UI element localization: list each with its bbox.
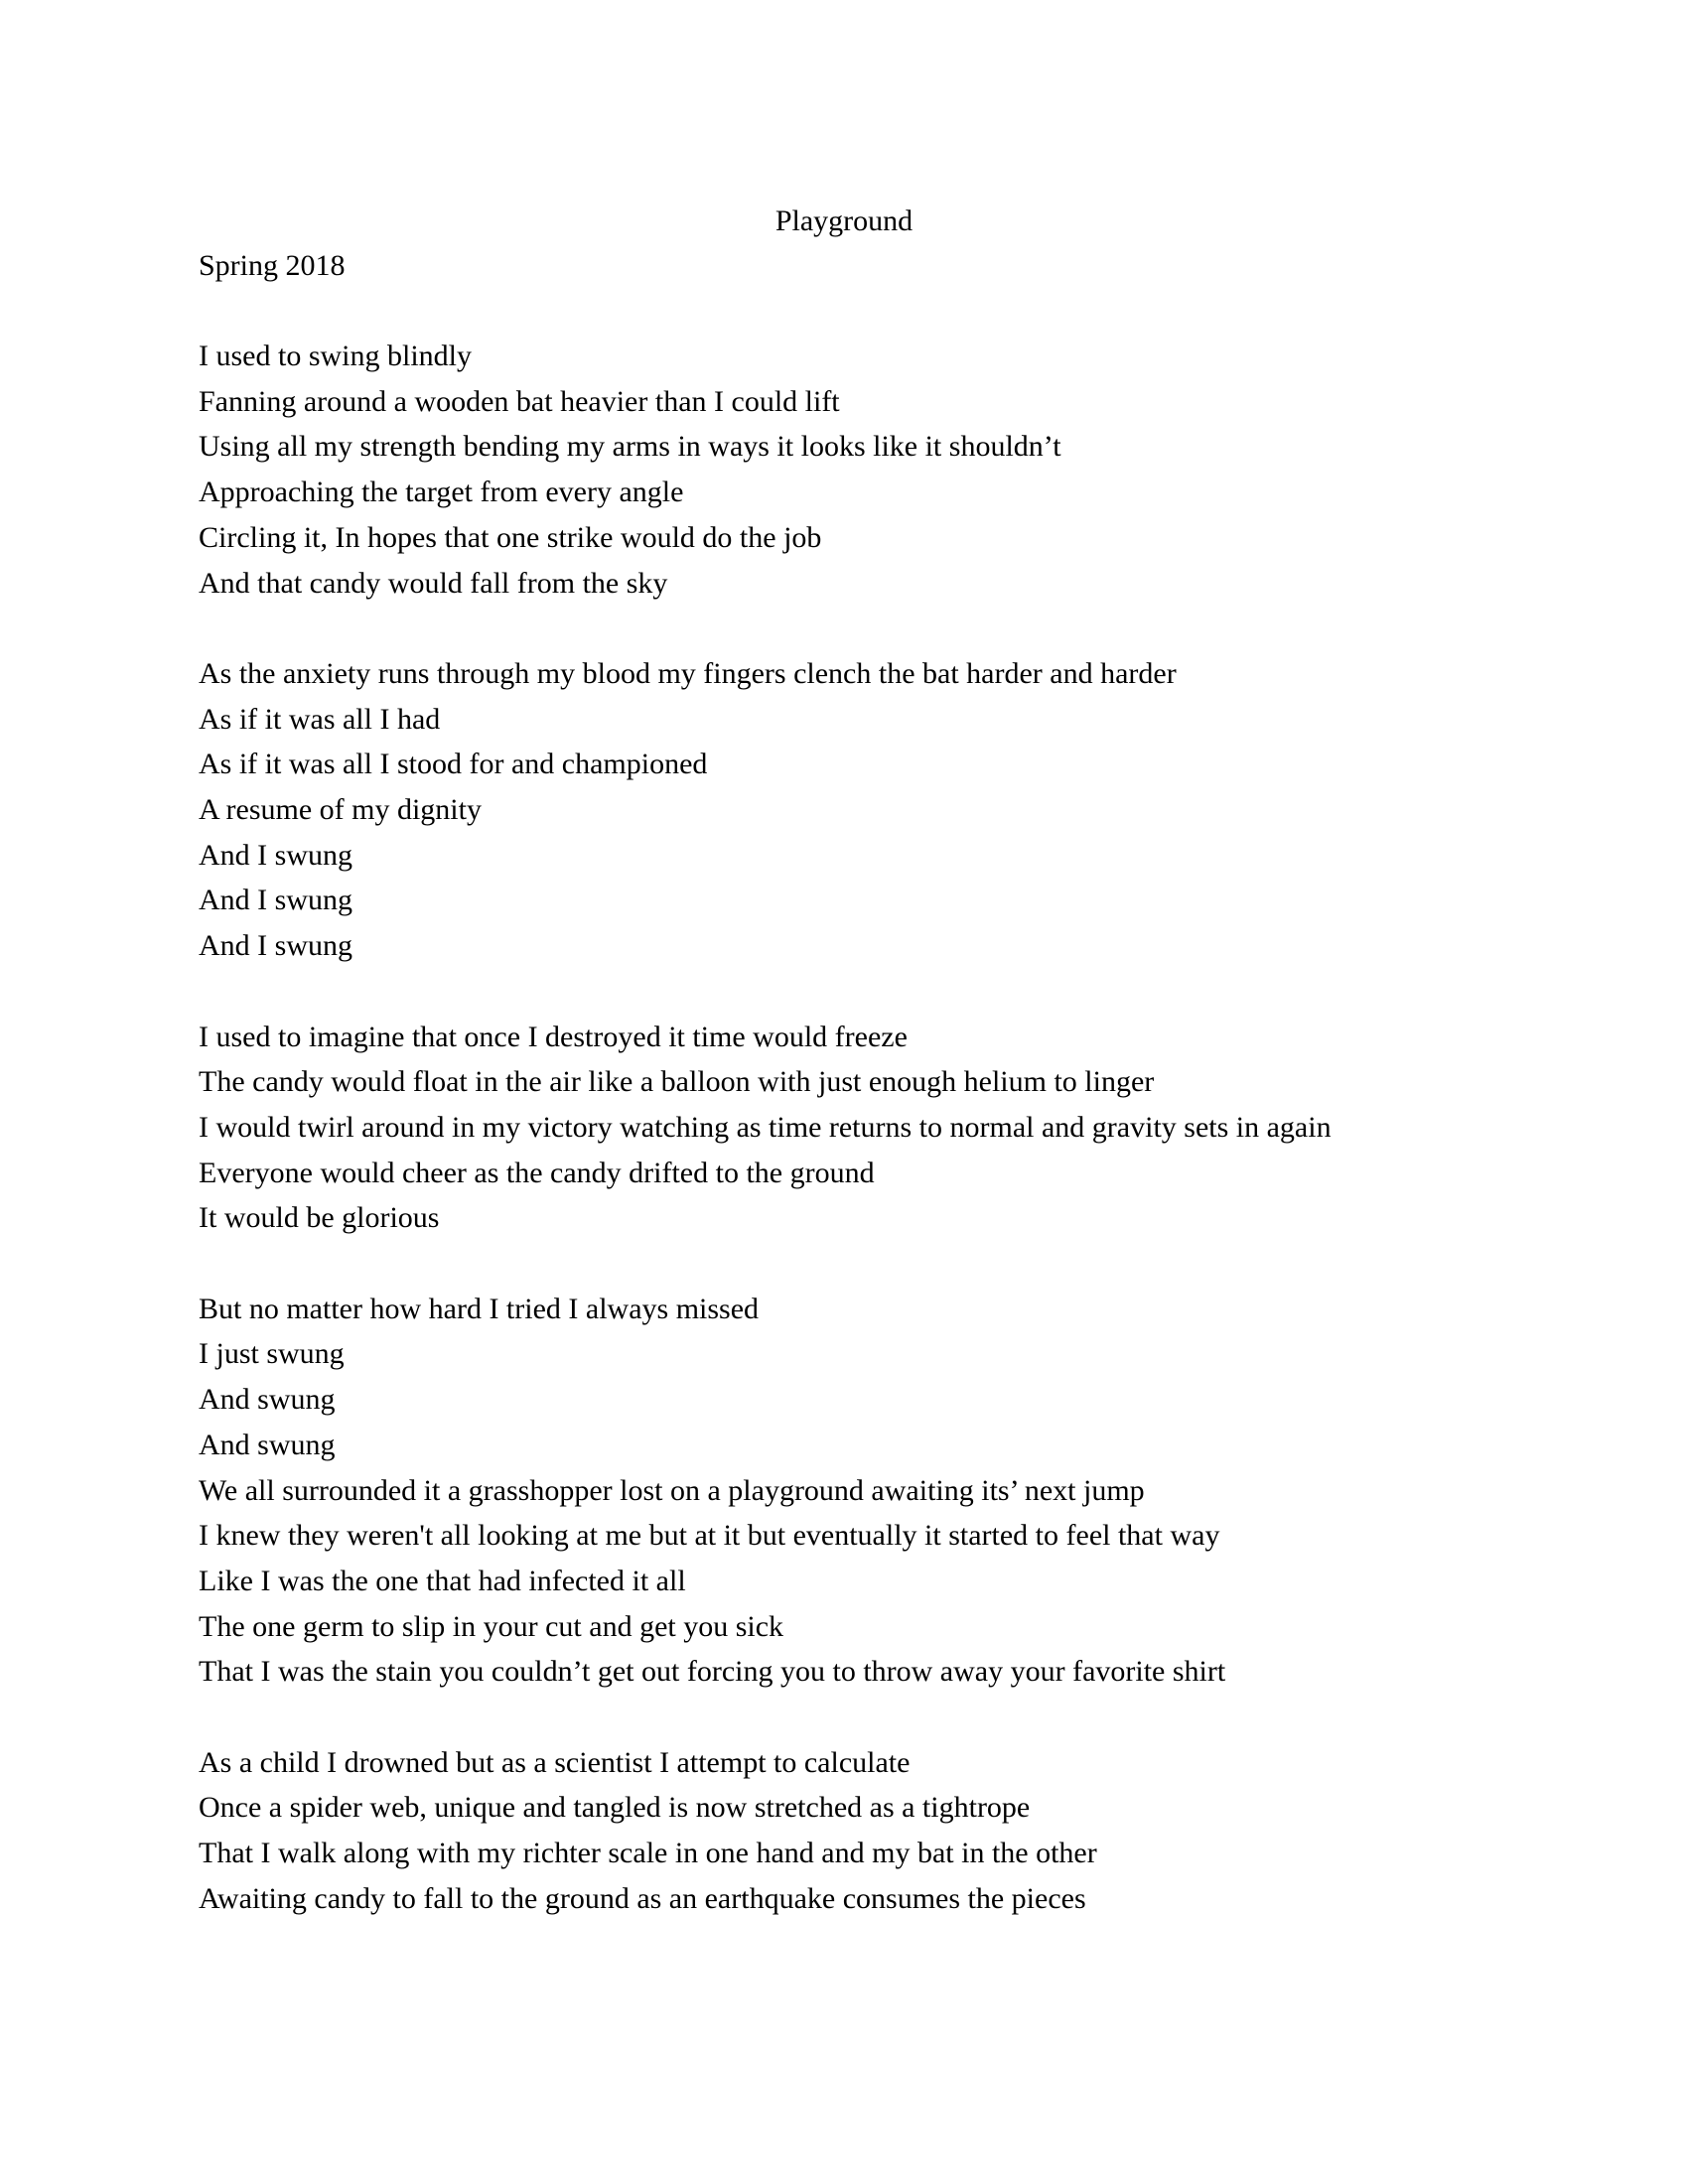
stanza-5 <box>199 1740 1489 1922</box>
poem-line: As a child I drowned but as a scientist I attempt to calculate <box>199 1745 911 1779</box>
poem-line: And swung <box>199 1383 336 1417</box>
poem-line: I just swung <box>199 1337 345 1371</box>
poem-line: Awaiting candy to fall to the ground as an earthquake consumes the pieces <box>199 1881 1086 1915</box>
poem-line: And I swung <box>199 929 352 963</box>
poem-line: That I walk along with my richter scale in one hand and my bat in the other <box>199 1837 1097 1870</box>
poem-line: We all surrounded it a grasshopper lost on a playground awaiting its’ next jump <box>199 1473 1145 1507</box>
poem-line: As if it was all I stood for and championed <box>199 748 708 781</box>
poem-line: A resume of my dignity <box>199 793 482 827</box>
poem-line: I used to swing blindly <box>199 340 472 372</box>
poem-line: Approaching the target from every angle <box>199 476 684 509</box>
stanza-3 <box>199 1015 1489 1242</box>
poem-line: As the anxiety runs through my blood my fingers clench the bat harder and harder <box>199 656 1177 690</box>
poem-title: Playground <box>774 205 914 237</box>
poem-line: And that candy would fall from the sky <box>199 566 668 600</box>
poem-line: I used to imagine that once I destroyed it time would freeze <box>199 1020 908 1053</box>
poem-line: The one germ to slip in your cut and get you sick <box>199 1609 784 1643</box>
poem-line: As if it was all I had <box>199 702 441 736</box>
poem-line: I knew they weren't all looking at me but at it but eventually it started to feel that way <box>199 1519 1220 1553</box>
poem-date: Spring 2018 <box>199 249 346 282</box>
poem-line: Like I was the one that had infected it all <box>199 1564 686 1597</box>
poem-line: And I swung <box>199 838 352 872</box>
poem-line: But no matter how hard I tried I always missed <box>199 1292 760 1325</box>
poem-line: Fanning around a wooden bat heavier than I could lift <box>199 384 840 418</box>
stanza-2 <box>199 651 1489 969</box>
poem-line: Circling it, In hopes that one strike would do the job <box>199 520 822 554</box>
poem-line: Using all my strength bending my arms in ways it looks like it shouldn’t <box>199 430 1061 464</box>
poem-line: Everyone would cheer as the candy drifted to the ground <box>199 1156 875 1189</box>
poem-line: That I was the stain you couldn’t get out forcing you to throw away your favorite shirt <box>199 1655 1226 1689</box>
poem-line: The candy would float in the air like a balloon with just enough helium to linger <box>199 1065 1155 1099</box>
poem-line: Once a spider web, unique and tangled is now stretched as a tightrope <box>199 1791 1031 1825</box>
poem-line: And I swung <box>199 884 352 917</box>
poem-body <box>199 334 1489 1967</box>
poem-line: And swung <box>199 1428 336 1461</box>
poem-line: I would twirl around in my victory watching as time returns to normal and gravity sets in again <box>199 1110 1332 1144</box>
stanza-1 <box>199 334 1489 606</box>
stanza-4 <box>199 1287 1489 1695</box>
poem-line: It would be glorious <box>199 1201 440 1235</box>
